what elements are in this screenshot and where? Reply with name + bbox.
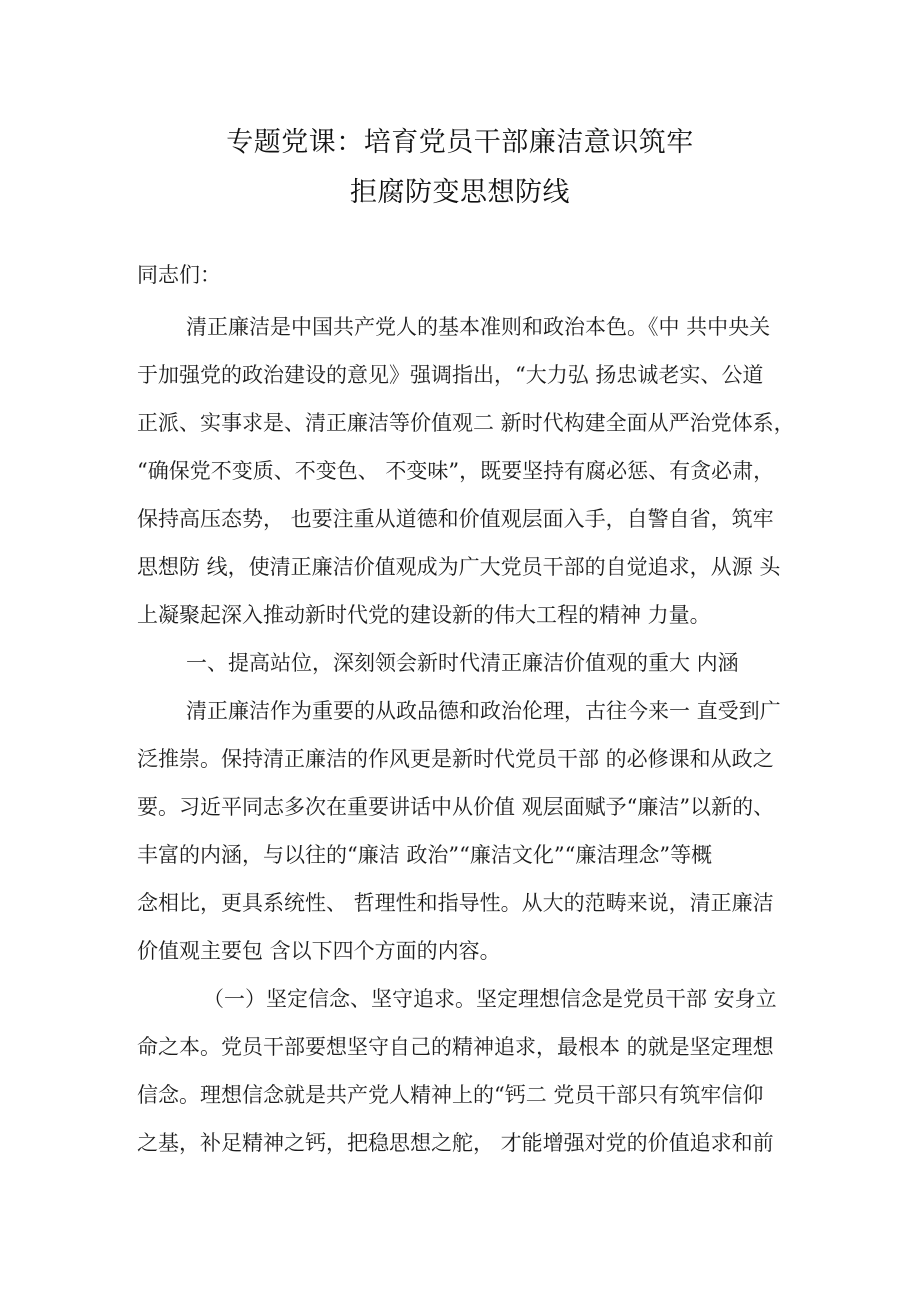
paragraph-1-line: 思想防 线，使清正廉洁价值观成为广大党员干部的自觉追求，从源 头 xyxy=(137,555,781,579)
paragraph-1-line: 清正廉洁是中国共产党人的基本准则和政治本色。《中 共中央关 xyxy=(186,315,771,339)
paragraph-2-line: 价值观主要包 含以下四个方面的内容。 xyxy=(137,939,501,963)
document-title-line-2: 拒腐防变思想防线 xyxy=(350,177,570,208)
paragraph-3-line: （一）坚定信念、坚守追求。坚定理想信念是党员干部 安身立 xyxy=(203,987,777,1011)
paragraph-3-line: 之基，补足精神之钙，把稳思想之舵， 才能增强对党的价值追求和前 xyxy=(137,1131,774,1155)
paragraph-1-line: 上凝聚起深入推动新时代党的建设新的伟大工程的精神 力量。 xyxy=(137,603,711,627)
paragraph-3-line: 命之本。党员干部要想坚守自己的精神追求，最根本 的就是坚定理想 xyxy=(137,1035,774,1059)
paragraph-2-line: 清正廉洁作为重要的从政品德和政治伦理，古往今来一 直受到广 xyxy=(186,699,781,723)
paragraph-3-line: 信念。理想信念就是共产党人精神上的“钙二 党员干部只有筑牢信仰 xyxy=(137,1083,764,1107)
paragraph-2-line: 念相比，更具系统性、 哲理性和指导性。从大的范畴来说，清正廉洁 xyxy=(137,891,774,915)
document-title-line-1: 专题党课：培育党员干部廉洁意识筑牢 xyxy=(226,127,694,158)
paragraph-2-line: 泛推崇。保持清正廉洁的作风更是新时代党员干部 的必修课和从政之 xyxy=(137,747,774,771)
paragraph-1-line: 保持高压态势， 也要注重从道德和价值观层面入手，自警自省，筑牢 xyxy=(137,507,774,531)
paragraph-2-line: 丰富的内涵，与以往的“廉洁 政治”“廉洁文化”“廉洁理念”等概 xyxy=(137,843,713,867)
section-heading-1: 一、提高站位，深刻领会新时代清正廉洁价值观的重大 内涵 xyxy=(186,651,739,675)
salutation: 同志们： xyxy=(137,263,221,287)
paragraph-2-line: 要。习近平同志多次在重要讲话中从价值 观层面赋予“廉洁”以新的、 xyxy=(137,795,775,819)
paragraph-1-line: “确保党不变质、不变色、 不变味”，既要坚持有腐必惩、有贪必肃， xyxy=(137,459,775,483)
paragraph-1-line: 于加强党的政治建设的意见》强调指出，“大力弘 扬忠诚老实、公道 xyxy=(137,363,764,387)
paragraph-1-line: 正派、实事求是、清正廉洁等价值观二 新时代构建全面从严治党体系， xyxy=(137,411,795,435)
